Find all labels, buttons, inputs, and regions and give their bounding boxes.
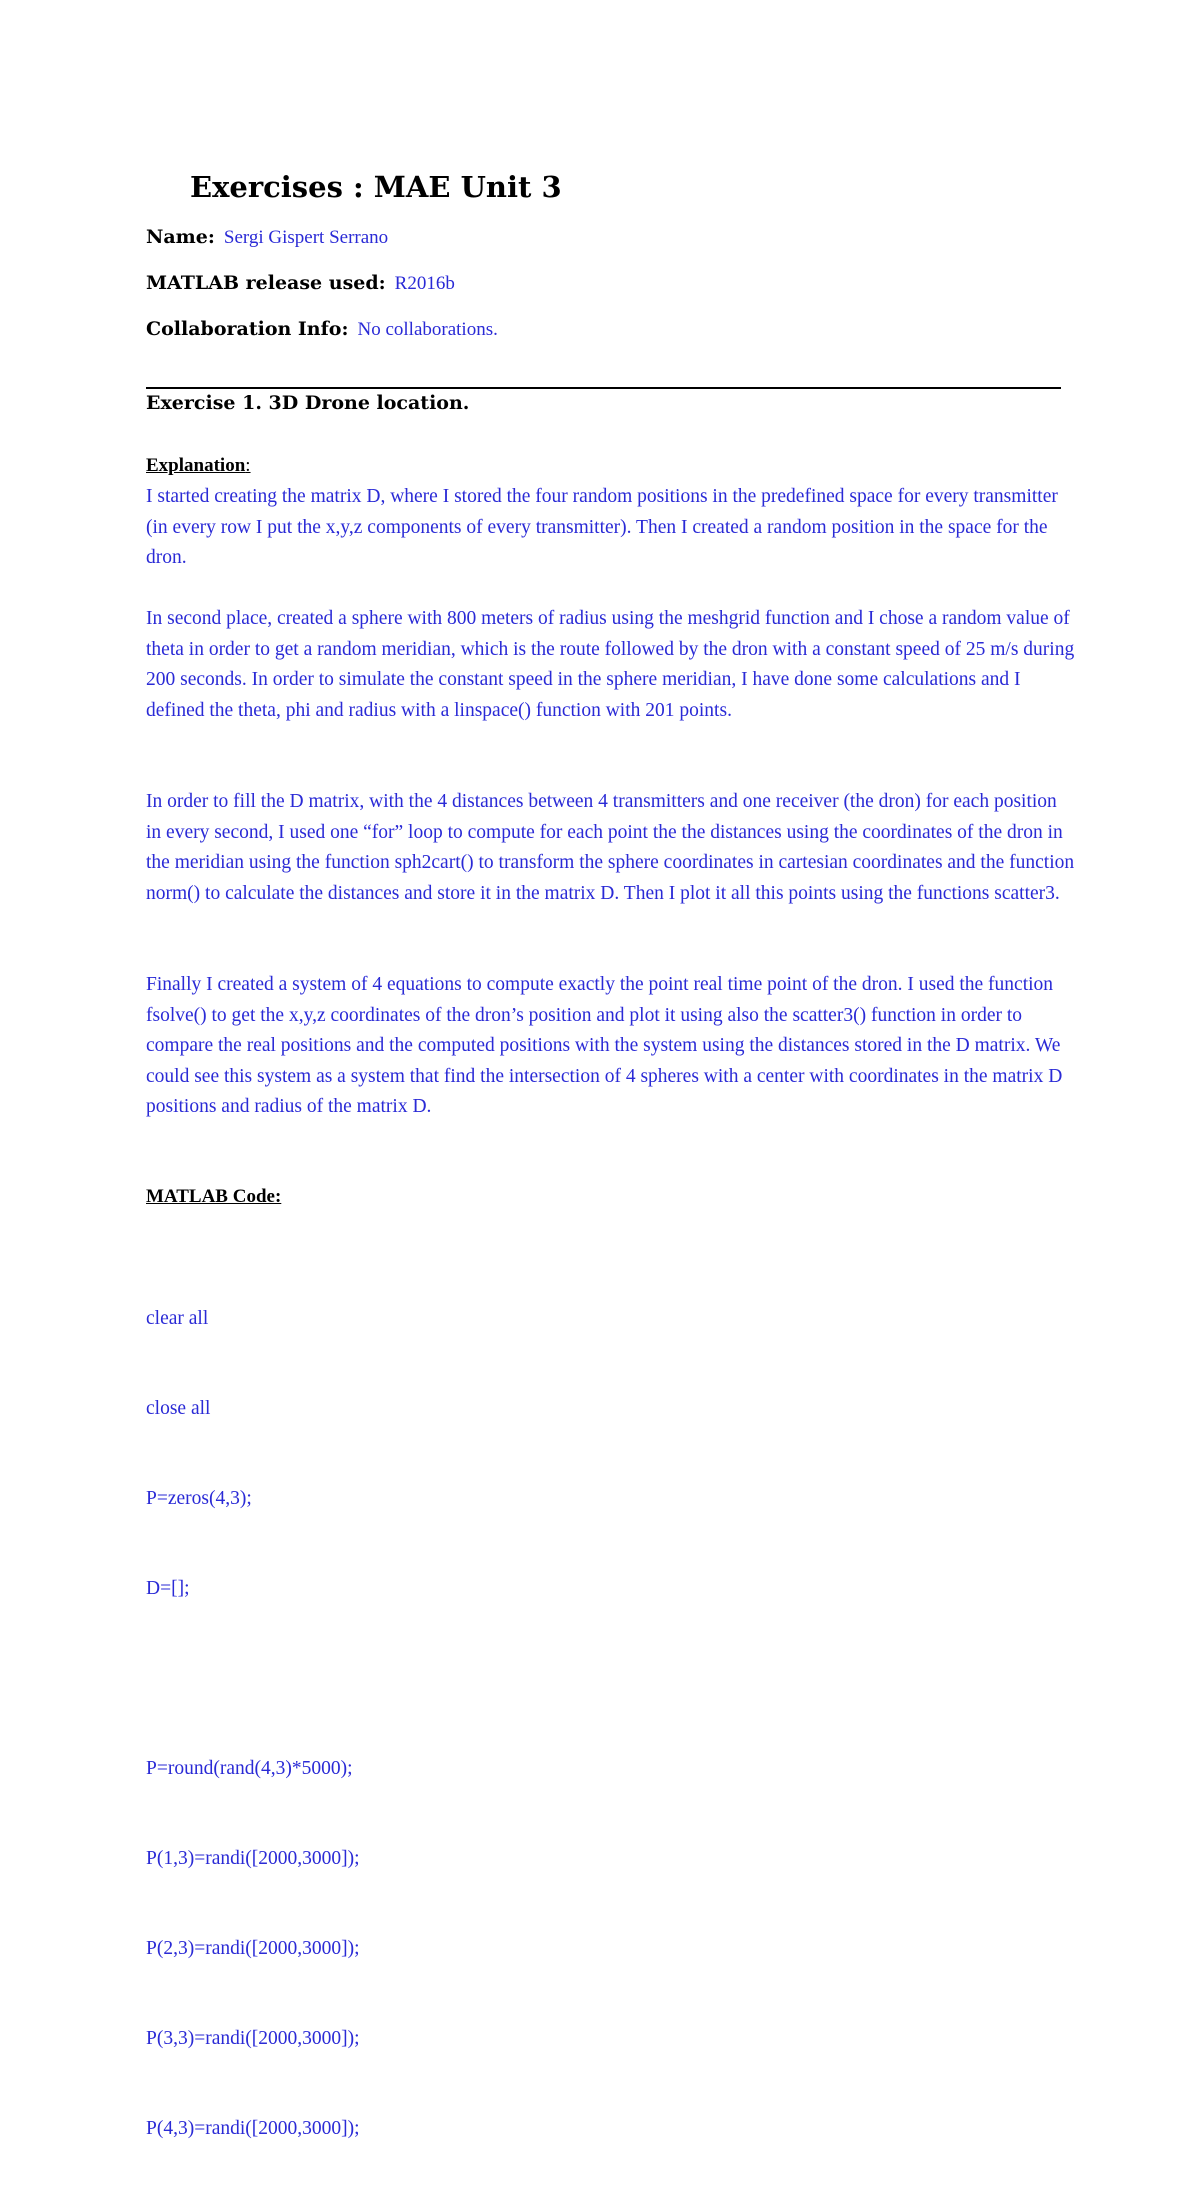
paragraph-text: Finally I created a system of 4 equations to compute exactly the point real time point of the dron. I used the function fsolve() to get the x,y,z coordinates of the dron’s position and plot it using also the scatter3() function in order to compare the real positions and the computed positions with the system using the distances stored in the D matrix. We could see this system as a system that find the intersection of 4 spheres with a center with coordinates in the matrix D positions and radius of the matrix D. — [146, 974, 1063, 1117]
explanation-paragraph-4 — [146, 970, 1076, 1123]
code-line: P(4,3)=randi([2000,3000]); — [146, 2118, 360, 2139]
paragraph-text: In order to fill the D matrix, with the 4 distances between 4 transmitters and one receiver (the dron) for each position in every second, I used one “for” loop to compute for each point the the distances using the coordinates of the dron in the meridian using the function sph2cart() to transform the sphere coordinates in cartesian coordinates and the function norm() to calculate the distances and store it in the matrix D. Then I plot it all this points using the functions scatter3. — [146, 791, 1075, 904]
collaboration-label: Collaboration Info: — [146, 318, 349, 340]
explanation-paragraph-2 — [146, 604, 1076, 726]
name-line — [146, 226, 388, 249]
code-line: D=[]; — [146, 1578, 190, 1599]
code-line: P(1,3)=randi([2000,3000]); — [146, 1848, 360, 1869]
collaboration-value: No collaborations. — [357, 319, 498, 340]
code-line: P=round(rand(4,3)*5000); — [146, 1758, 353, 1779]
explanation-paragraph-1 — [146, 482, 1076, 574]
code-line: clear all — [146, 1308, 209, 1329]
section-divider — [146, 387, 1061, 389]
release-value: R2016b — [394, 273, 455, 294]
exercise-heading: Exercise 1. 3D Drone location. — [146, 392, 470, 414]
explanation-label-colon: : — [245, 455, 251, 476]
code-line-blank — [146, 1664, 360, 1694]
release-line — [146, 272, 455, 295]
document-title: Exercises : MAE Unit 3 — [190, 170, 562, 204]
paragraph-text: In second place, created a sphere with 800 meters of radius using the meshgrid function and I chose a random value of theta in order to get a random meridian, which is the route followed by the dron with a constant speed of 25 m/s during 200 seconds. In order to simulate the constant speed in the sphere meridian, I have done some calculations and I defined the theta, phi and radius with a linspace() function with 201 points. — [146, 608, 1075, 721]
code-line: P(3,3)=randi([2000,3000]); — [146, 2028, 360, 2049]
name-value: Sergi Gispert Serrano — [223, 227, 389, 248]
code-line: P(2,3)=randi([2000,3000]); — [146, 1938, 360, 1959]
explanation-paragraph-3 — [146, 787, 1076, 909]
release-label: MATLAB release used: — [146, 272, 386, 294]
explanation-label-text: Explanation — [146, 455, 246, 476]
paragraph-text: I started creating the matrix D, where I stored the four random positions in the predefined space for every transmitter (in every row I put the x,y,z components of every transmitter). Then I created a random position in the space for the dron. — [146, 486, 1058, 568]
collaboration-line — [146, 318, 498, 341]
matlab-code-block — [146, 1244, 360, 2204]
code-line: close all — [146, 1398, 211, 1419]
matlab-code-label: MATLAB Code: — [146, 1186, 282, 1207]
name-label: Name: — [146, 226, 215, 248]
code-line: P=zeros(4,3); — [146, 1488, 252, 1509]
explanation-label — [146, 455, 251, 477]
